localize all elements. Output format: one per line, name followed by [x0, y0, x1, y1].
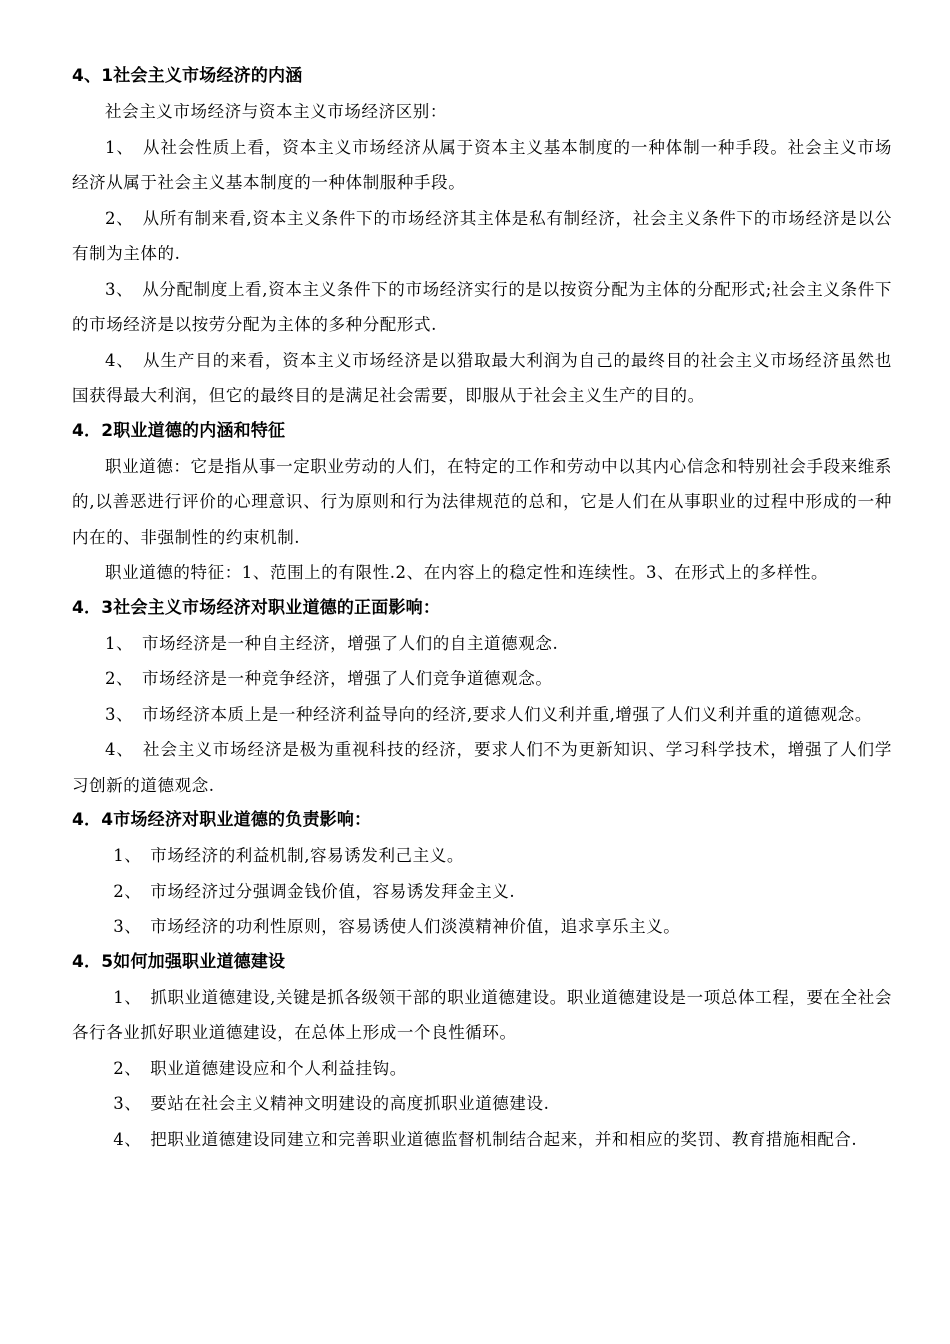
paragraph: 3、 市场经济本质上是一种经济利益导向的经济,要求人们义利并重,增强了人们义利并重的道德观念。: [105, 704, 872, 724]
paragraph: 4、 把职业道德建设同建立和完善职业道德监督机制结合起来，并和相应的奖罚、教育措施相配合.: [113, 1129, 858, 1149]
section-4-5: [72, 945, 892, 1158]
paragraph: 1、 抓职业道德建设,关键是抓各级领干部的职业道德建设。职业道德建设是一项总体工程，要在全社会各行各业抓好职业道德建设，在总体上形成一个良性循环。: [72, 987, 892, 1042]
paragraph: 4、 从生产目的来看，资本主义市场经济是以猎取最大利润为自己的最终目的社会主义市场经济虽然也国获得最大利润，但它的最终目的是满足社会需要，即服从于社会主义生产的目的。: [72, 350, 892, 405]
section-4-4: [72, 803, 892, 945]
paragraph: 1、 从社会性质上看，资本主义市场经济从属于资本主义基本制度的一种体制一种手段。社会主义市场经济从属于社会主义基本制度的一种体制服种手段。: [72, 137, 892, 192]
paragraph: 3、 市场经济的功利性原则，容易诱使人们淡漠精神价值，追求享乐主义。: [113, 917, 681, 936]
paragraph: 1、 市场经济是一种自主经济，增强了人们的自主道德观念.: [105, 633, 559, 653]
paragraph: 社会主义市场经济与资本主义市场经济区别：: [105, 102, 447, 121]
paragraph: 职业道德的特征：1、范围上的有限性.2、在内容上的稳定性和连续性。3、在形式上的多样性。: [105, 563, 829, 582]
paragraph: 1、 市场经济的利益机制,容易诱发利己主义。: [113, 846, 464, 865]
section-4-3: [72, 591, 892, 804]
section-heading: 4．4市场经济对职业道德的负责影响：: [72, 810, 372, 830]
section-heading: 4、1社会主义市场经济的内涵: [72, 66, 303, 86]
section-4-1: [72, 59, 892, 414]
paragraph: 3、 要站在社会主义精神文明建设的高度抓职业道德建设.: [113, 1094, 550, 1113]
paragraph: 职业道德：它是指从事一定职业劳动的人们，在特定的工作和劳动中以其内心信念和特别社会手段来维系的,以善恶进行评价的心理意识、行为原则和行为法律规范的总和，它是人们在从事职业的过程中形成的一种内在的、非强制性的约束机制.: [72, 456, 892, 547]
section-heading: 4．2职业道德的内涵和特征: [72, 420, 286, 441]
section-4-2: [72, 414, 892, 591]
paragraph: 4、 社会主义市场经济是极为重视科技的经济，要求人们不为更新知识、学习科学技术，增强了人们学习创新的道德观念.: [72, 740, 892, 795]
paragraph: 2、 从所有制来看,资本主义条件下的市场经济其主体是私有制经济，社会主义条件下的市场经济是以公有制为主体的.: [72, 208, 892, 263]
document-page: [72, 59, 892, 1157]
paragraph: 2、 市场经济是一种竞争经济，增强了人们竞争道德观念。: [105, 669, 553, 688]
section-heading: 4．3社会主义市场经济对职业道德的正面影响：: [72, 597, 441, 618]
paragraph: 2、 市场经济过分强调金钱价值，容易诱发拜金主义.: [113, 881, 516, 901]
section-heading: 4．5如何加强职业道德建设: [72, 951, 286, 972]
paragraph: 2、 职业道德建设应和个人利益挂钩。: [113, 1058, 407, 1078]
paragraph: 3、 从分配制度上看,资本主义条件下的市场经济实行的是以按资分配为主体的分配形式;社会主义条件下的市场经济是以按劳分配为主体的多种分配形式.: [72, 279, 892, 334]
